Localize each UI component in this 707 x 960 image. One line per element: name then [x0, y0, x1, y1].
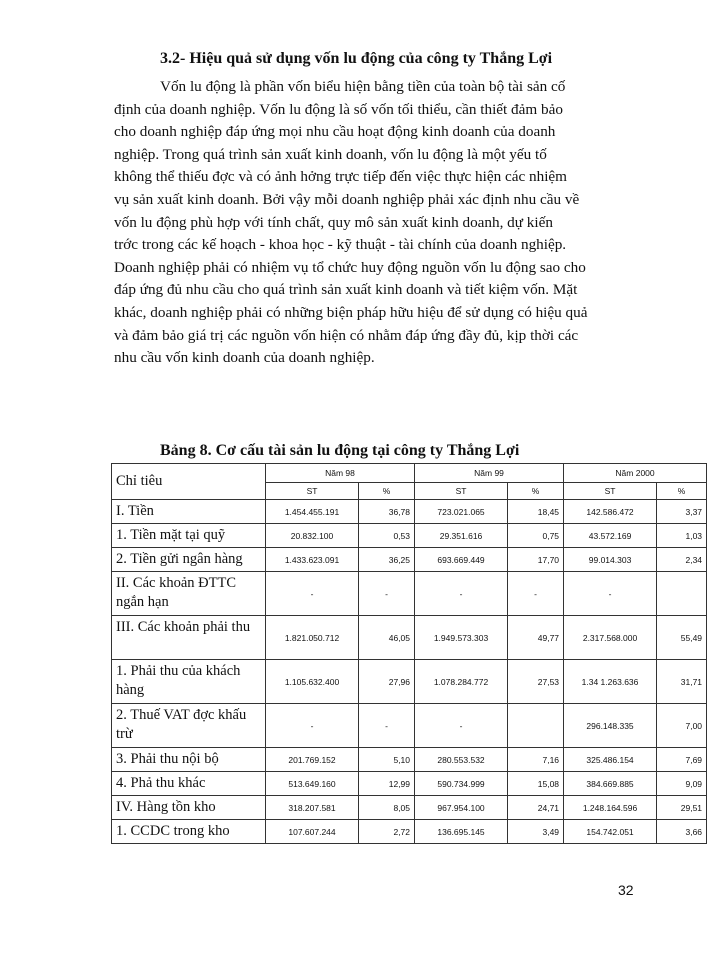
asset-structure-table [111, 463, 707, 844]
table-caption: Bảng 8. Cơ cấu tài sản lu động tại công ty Thắng Lợi [160, 442, 520, 459]
cell-pct: 9,09 [657, 772, 707, 796]
paragraph-line: nhu cầu vốn kinh doanh của doanh nghiệp. [114, 349, 375, 367]
cell-pct: 7,69 [657, 748, 707, 772]
section-heading: 3.2- Hiệu quả sử dụng vốn lu động của công ty Thắng Lợi [160, 50, 553, 67]
row-label: 1. CCDC trong kho [112, 820, 266, 844]
cell-st: 967.954.100 [415, 796, 508, 820]
paragraph-line: trớc trong các kế hoạch - khoa học - kỹ thuật - tài chính của doanh nghiệp. [114, 236, 567, 254]
cell-st: - [415, 572, 508, 616]
paragraph-line: đáp ứng đủ nhu cầu cho quá trình sản xuất kinh doanh và tiết kiệm vốn. Mặt [114, 281, 578, 299]
paragraph-line: cho doanh nghiệp đáp ứng mọi nhu cầu hoạt động kinh doanh của doanh [114, 123, 556, 141]
header-year: Năm 99 [415, 464, 564, 483]
cell-st: 107.607.244 [266, 820, 359, 844]
table-row [112, 820, 707, 844]
cell-pct: - [359, 572, 415, 616]
cell-pct: 3,49 [508, 820, 564, 844]
cell-st: 1.821.050.712 [266, 616, 359, 660]
row-label: 2. Tiền gửi ngân hàng [112, 548, 266, 572]
paragraph-line: và đảm bảo giá trị các nguồn vốn hiện có nhằm đáp ứng đầy đủ, kịp thời các [114, 326, 579, 344]
cell-pct: 46,05 [359, 616, 415, 660]
cell-pct: 2,34 [657, 548, 707, 572]
row-label: II. Các khoản ĐTTC ngắn hạn [112, 572, 266, 616]
subheader-st: ST [415, 483, 508, 500]
paragraph-line: khác, doanh nghiệp phải có những biện pháp hữu hiệu để sử dụng có hiệu quả [114, 303, 588, 321]
paragraph-line: Vốn lu động là phần vốn biểu hiện bằng tiền của toàn bộ tài sản cố [160, 78, 566, 95]
subheader-st: ST [266, 483, 359, 500]
paragraph-line: vốn lu động phù hợp với tính chất, quy mô sản xuất kinh doanh, dự kiến [114, 213, 553, 231]
cell-pct: 1,03 [657, 524, 707, 548]
paragraph-line: nghiệp. Trong quá trình sản xuất kinh doanh, vốn lu động là một yếu tố [114, 145, 547, 163]
table-row [112, 772, 707, 796]
cell-st: - [564, 572, 657, 616]
cell-st: 590.734.999 [415, 772, 508, 796]
table-row [112, 796, 707, 820]
cell-st: 201.769.152 [266, 748, 359, 772]
subheader-pct: % [508, 483, 564, 500]
cell-st: 1.34 1.263.636 [564, 660, 657, 704]
cell-st: 43.572.169 [564, 524, 657, 548]
cell-pct: 3,37 [657, 500, 707, 524]
paragraph-line: vụ sản xuất kinh doanh. Bởi vậy mỗi doanh nghiệp phải xác định nhu cầu về [114, 190, 580, 208]
table-row [112, 616, 707, 660]
cell-pct: 7,00 [657, 704, 707, 748]
cell-pct [657, 572, 707, 616]
table-row [112, 748, 707, 772]
paragraph-line: không thể thiếu đợc và có ảnh hởng trực tiếp đến việc thực hiện các nhiệm [114, 168, 567, 186]
cell-st: 318.207.581 [266, 796, 359, 820]
cell-st: - [266, 704, 359, 748]
row-label: I. Tiền [112, 500, 266, 524]
cell-pct: - [508, 572, 564, 616]
subheader-pct: % [359, 483, 415, 500]
cell-st: 99.014.303 [564, 548, 657, 572]
cell-pct: 55,49 [657, 616, 707, 660]
cell-st: 1.248.164.596 [564, 796, 657, 820]
cell-st: 693.669.449 [415, 548, 508, 572]
cell-st: 280.553.532 [415, 748, 508, 772]
row-label: 4. Phả thu khác [112, 772, 266, 796]
cell-pct: 17,70 [508, 548, 564, 572]
cell-pct: 31,71 [657, 660, 707, 704]
cell-st: 1.949.573.303 [415, 616, 508, 660]
cell-st: 2.317.568.000 [564, 616, 657, 660]
cell-pct: 7,16 [508, 748, 564, 772]
cell-pct: 2,72 [359, 820, 415, 844]
cell-pct: 27,96 [359, 660, 415, 704]
cell-st: - [415, 704, 508, 748]
cell-pct: 49,77 [508, 616, 564, 660]
cell-st: 1.454.455.191 [266, 500, 359, 524]
page-number: 32 [618, 882, 634, 898]
header-year: Năm 2000 [564, 464, 707, 483]
subheader-st: ST [564, 483, 657, 500]
cell-pct: 3,66 [657, 820, 707, 844]
cell-pct: 8,05 [359, 796, 415, 820]
paragraph-line: Doanh nghiệp phải có nhiệm vụ tổ chức huy động nguồn vốn lu động sao cho [114, 258, 586, 276]
header-year: Năm 98 [266, 464, 415, 483]
header-indicator: Chỉ tiêu [112, 464, 266, 500]
cell-pct: 29,51 [657, 796, 707, 820]
cell-st: 29.351.616 [415, 524, 508, 548]
subheader-pct: % [657, 483, 707, 500]
row-label: IV. Hàng tồn kho [112, 796, 266, 820]
row-label: 2. Thuế VAT đợc khấu trừ [112, 704, 266, 748]
cell-st: 136.695.145 [415, 820, 508, 844]
cell-st: 325.486.154 [564, 748, 657, 772]
cell-pct [508, 704, 564, 748]
cell-st: 20.832.100 [266, 524, 359, 548]
table-header-row [112, 464, 707, 483]
cell-st: 723.021.065 [415, 500, 508, 524]
cell-pct: 0,75 [508, 524, 564, 548]
table-row [112, 660, 707, 704]
cell-st: 1.433.623.091 [266, 548, 359, 572]
table-row [112, 500, 707, 524]
cell-pct: 24,71 [508, 796, 564, 820]
table-row [112, 572, 707, 616]
cell-pct: 0,53 [359, 524, 415, 548]
cell-pct: 18,45 [508, 500, 564, 524]
cell-pct: 36,25 [359, 548, 415, 572]
cell-pct: 15,08 [508, 772, 564, 796]
cell-pct: 27,53 [508, 660, 564, 704]
cell-st: 142.586.472 [564, 500, 657, 524]
cell-pct: 36,78 [359, 500, 415, 524]
cell-st: 154.742.051 [564, 820, 657, 844]
cell-st: 384.669.885 [564, 772, 657, 796]
cell-pct: 5,10 [359, 748, 415, 772]
row-label: 3. Phải thu nội bộ [112, 748, 266, 772]
cell-st: 296.148.335 [564, 704, 657, 748]
cell-st: 1.105.632.400 [266, 660, 359, 704]
cell-st: - [266, 572, 359, 616]
row-label: 1. Phải thu của khách hàng [112, 660, 266, 704]
cell-st: 1.078.284.772 [415, 660, 508, 704]
row-label: 1. Tiền mặt tại quỹ [112, 524, 266, 548]
cell-pct: 12,99 [359, 772, 415, 796]
cell-pct: - [359, 704, 415, 748]
table-row [112, 704, 707, 748]
paragraph-line: định của doanh nghiệp. Vốn lu động là số vốn tối thiểu, cần thiết đảm bảo [114, 100, 563, 118]
table-row [112, 548, 707, 572]
row-label: III. Các khoản phải thu [112, 616, 266, 660]
table-row [112, 524, 707, 548]
body-paragraph [114, 76, 654, 370]
cell-st: 513.649.160 [266, 772, 359, 796]
